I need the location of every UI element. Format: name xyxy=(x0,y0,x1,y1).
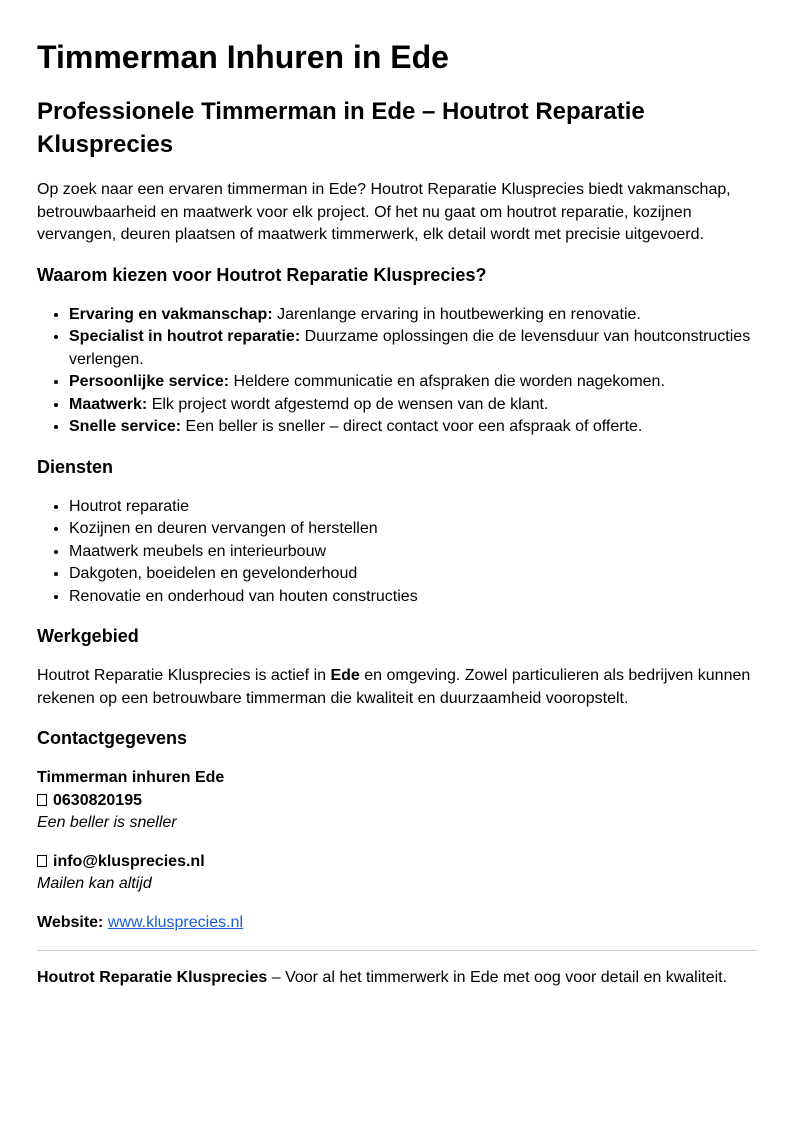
contact-heading: Contactgegevens xyxy=(37,728,188,748)
contact-phone[interactable]: 0630820195 xyxy=(53,791,142,809)
contact-email-block xyxy=(37,851,757,896)
contact-name: Timmerman inhuren Ede xyxy=(37,769,225,786)
email-icon xyxy=(37,855,47,867)
phone-icon xyxy=(37,794,47,806)
footer-text: – Voor al het timmerwerk in Ede met oog voor detail en kwaliteit. xyxy=(267,969,728,986)
services-heading: Diensten xyxy=(37,456,114,477)
divider xyxy=(37,950,757,951)
area-paragraph xyxy=(37,665,757,710)
list-item-label: Specialist in houtrot reparatie: xyxy=(69,328,301,345)
list-item-text: Duurzame oplossingen die de levensduur van houtconstructies verlengen. xyxy=(69,328,751,368)
phone-note: Een beller is sneller xyxy=(37,814,177,831)
list-item xyxy=(69,394,757,417)
contact-phone-block xyxy=(37,767,757,835)
page-title: Timmerman Inhuren in Ede xyxy=(37,39,449,75)
list-item-label: Persoonlijke service: xyxy=(69,373,230,390)
list-item-text: Een beller is sneller – direct contact voor een afspraak of offerte. xyxy=(181,418,643,435)
email-note: Mailen kan altijd xyxy=(37,875,152,892)
page-subtitle: Professionele Timmerman in Ede – Houtrot Reparatie Klusprecies xyxy=(37,98,645,158)
why-list xyxy=(37,304,757,439)
list-item xyxy=(69,416,757,439)
services-list xyxy=(37,496,757,609)
website-label: Website: xyxy=(37,913,104,931)
list-item: • Maatwerk meubels en interieurbouw xyxy=(69,541,757,564)
list-item-label: Maatwerk: xyxy=(69,395,148,413)
list-item: • Houtrot reparatie xyxy=(69,496,757,519)
list-item: • Kozijnen en deuren vervangen of herstellen xyxy=(69,518,757,541)
list-item: • Dakgoten, boeidelen en gevelonderhoud xyxy=(69,563,757,586)
footer-brand: Houtrot Reparatie Klusprecies xyxy=(37,969,268,986)
list-item xyxy=(69,304,757,327)
list-item-label: Ervaring en vakmanschap: xyxy=(69,305,273,323)
why-heading: Waarom kiezen voor Houtrot Reparatie Klusprecies? xyxy=(37,264,487,285)
list-item xyxy=(69,326,757,371)
website-link[interactable]: www.klusprecies.nl xyxy=(107,913,243,931)
footer-paragraph xyxy=(37,967,757,990)
intro-paragraph: Op zoek naar een ervaren timmerman in Ede? Houtrot Reparatie Klusprecies biedt vakmanschap, betrouwbaarheid en maatwerk voor elk project. Of het nu gaat om houtrot reparatie, kozijnen vervangen, deuren plaatsen of maatwerk timmerwerk, elk detail wordt met precisie uitgevoerd. xyxy=(37,181,731,243)
list-item-text: Elk project wordt afgestemd op de wensen van de klant. xyxy=(147,395,549,413)
list-item: • Renovatie en onderhoud van houten constructies xyxy=(69,586,757,609)
area-city: Ede xyxy=(330,667,360,684)
area-heading: Werkgebied xyxy=(37,626,139,646)
area-text-before: Houtrot Reparatie Klusprecies is actief in xyxy=(37,667,331,684)
list-item xyxy=(69,371,757,394)
contact-email[interactable]: info@klusprecies.nl xyxy=(53,852,205,870)
list-item-label: Snelle service: xyxy=(69,418,182,435)
list-item-text: Jarenlange ervaring in houtbewerking en renovatie. xyxy=(272,305,641,323)
contact-website-block xyxy=(37,912,757,935)
area-text-after: en omgeving. Zowel particulieren als bedrijven kunnen rekenen op een betrouwbare timmerman die kwaliteit en duurzaamheid vooropstelt. xyxy=(37,667,751,707)
list-item-text: Heldere communicatie en afspraken die worden nagekomen. xyxy=(229,373,665,390)
